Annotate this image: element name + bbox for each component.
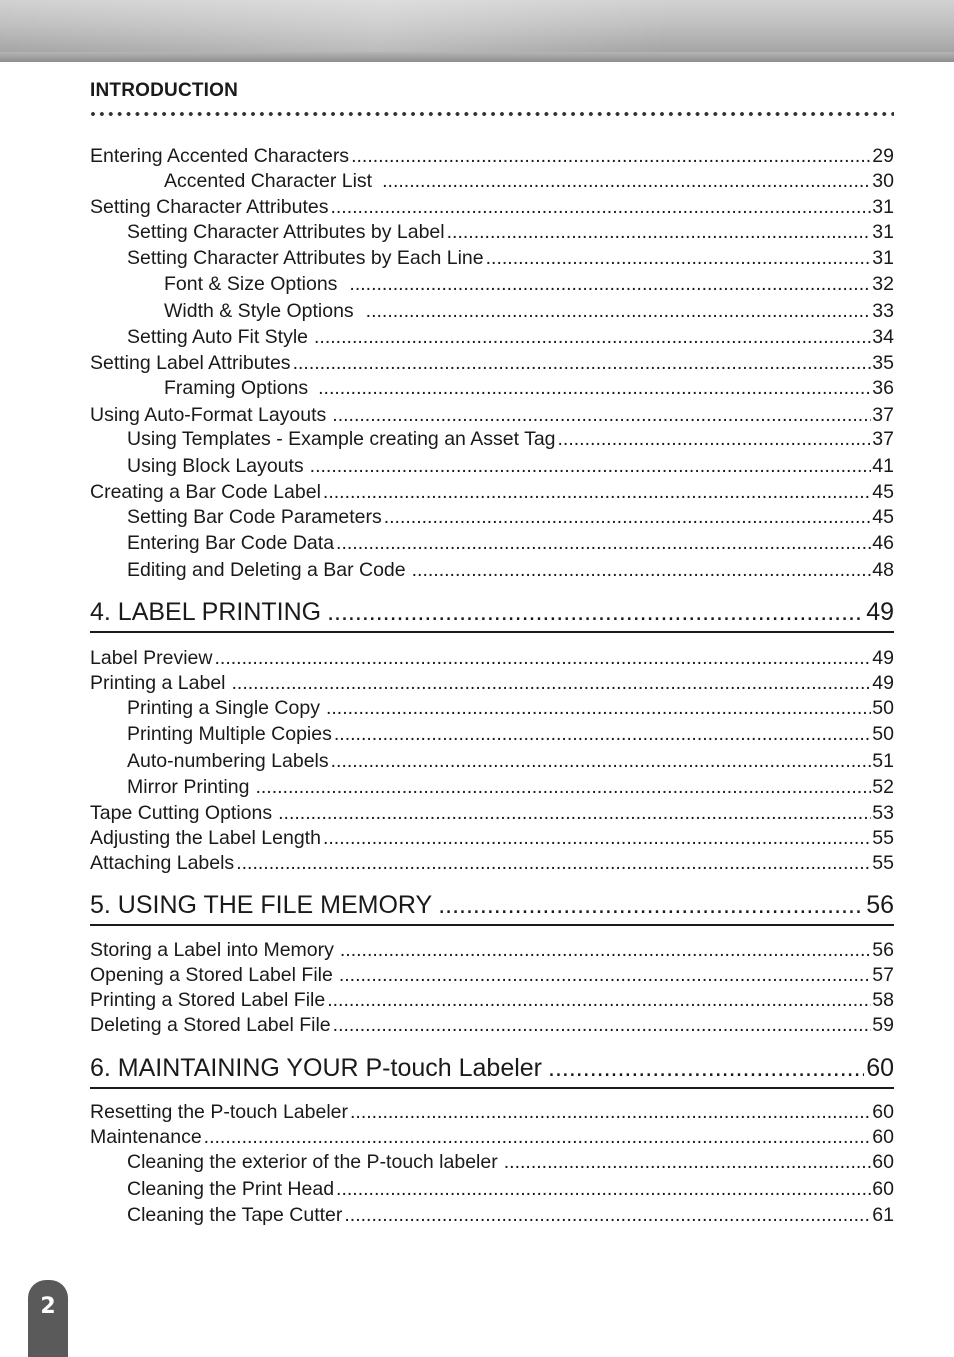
toc-entry[interactable] [90,531,894,555]
toc-entry-page: 61 [872,1204,894,1226]
dot-leader [412,558,872,582]
dot-leader [327,988,871,1012]
toc-entry-page: 53 [872,802,894,824]
toc-entry-label: Printing a Stored Label File [90,989,326,1011]
toc-entry[interactable] [90,454,894,478]
chapter-heading-label: 5. USING THE FILE MEMORY [90,891,433,919]
dot-leader [333,1013,872,1037]
dot-leader [278,801,871,825]
dot-leader [486,246,872,270]
toc-entry-label: Setting Character Attributes by Each Line [127,247,484,269]
toc-entry-label: Label Preview [90,647,213,669]
dot-leader [331,749,872,773]
dot-leader [326,696,871,720]
toc-entry-label: Creating a Bar Code Label [90,481,321,503]
toc-entry-page: 49 [872,672,894,694]
toc-entry-page: 32 [872,273,894,295]
toc-entry[interactable] [90,963,894,987]
dot-leader [255,775,871,799]
dot-leader [214,646,871,670]
toc-entry[interactable] [90,144,894,168]
toc-entry-label: Storing a Label into Memory [90,939,334,961]
toc-entry[interactable] [90,801,894,825]
toc-entry-page: 59 [872,1014,894,1036]
toc-entry[interactable] [90,1013,894,1037]
dot-leader [438,890,864,920]
toc-entry-page: 46 [872,532,894,554]
toc-entry-label: Printing Multiple Copies [127,723,332,745]
toc-entry-label: Width & Style Options [164,300,354,322]
toc-entry-page: 33 [872,300,894,322]
toc-entry-label: Using Block Layouts [127,455,304,477]
toc-entry-page: 31 [872,221,894,243]
chapter-heading[interactable] [90,1053,894,1089]
toc-entry-label: Setting Auto Fit Style [127,326,309,348]
header-band [0,0,954,62]
toc-entry-page: 57 [872,964,894,986]
dot-leader [336,531,871,555]
toc-entry[interactable] [90,1125,894,1149]
dot-leader [323,826,871,850]
toc-entry-label: Setting Character Attributes [90,196,329,218]
toc-entry[interactable] [90,325,894,349]
toc-entry-page: 60 [872,1101,894,1123]
toc-entry-label: Cleaning the Print Head [127,1178,335,1200]
toc-entry[interactable] [90,246,894,270]
toc-entry-label: Font & Size Options [164,273,338,295]
toc-entry[interactable] [90,851,894,875]
chapter-heading-page: 56 [866,891,894,919]
toc-entry-page: 45 [872,481,894,503]
chapter-heading-page: 60 [866,1054,894,1082]
toc-entry-label: Using Auto-Format Layouts [90,404,327,426]
toc-entry[interactable] [90,722,894,746]
toc-entry-label: Setting Bar Code Parameters [127,506,382,528]
chapter-heading[interactable] [90,597,894,633]
toc-entry-page: 31 [872,247,894,269]
toc-entry-page: 29 [872,145,894,167]
dot-leader [314,325,871,349]
toc-entry-label: Tape Cutting Options [90,802,273,824]
toc-entry-label: Setting Character Attributes by Label [127,221,445,243]
toc-entry-page: 34 [872,326,894,348]
toc-entry-page: 55 [872,852,894,874]
dot-leader [349,272,871,296]
toc-entry[interactable] [90,988,894,1012]
toc-entry-page: 60 [872,1126,894,1148]
toc-entry-page: 56 [872,939,894,961]
dot-leader [384,505,872,529]
toc-entry-label: Accented Character List [164,170,373,192]
toc-entry-label: Using Templates - Example creating an Asset Tag [127,428,556,450]
toc-entry-label: Printing a Label [90,672,226,694]
toc-entry-page: 48 [872,559,894,581]
chapter-heading[interactable] [90,890,894,926]
toc-entry-page: 52 [872,776,894,798]
toc-entry[interactable] [90,403,894,427]
dot-leader [332,403,871,427]
toc-entry[interactable] [90,558,894,582]
toc-entry[interactable] [90,749,894,773]
dot-leader [382,169,871,193]
toc-entry-label: Printing a Single Copy [127,697,320,719]
dot-leader [334,722,871,746]
header-rim [0,52,954,62]
toc-entry-label: Adjusting the Label Length [90,827,321,849]
toc-entry-label: Opening a Stored Label File [90,964,333,986]
dot-leader [504,1150,872,1174]
toc-entry[interactable] [90,220,894,244]
toc-entry-label: Setting Label Attributes [90,352,291,374]
toc-entry[interactable] [90,826,894,850]
toc-entry[interactable] [90,427,894,451]
dot-leader [330,195,871,219]
toc-entry-page: 36 [872,377,894,399]
toc-entry-page: 49 [872,647,894,669]
toc-entry[interactable] [90,1203,894,1227]
toc-entry[interactable] [90,775,894,799]
chapter-heading-label: 4. LABEL PRINTING [90,598,322,626]
dot-leader [327,597,864,627]
toc-entry[interactable] [90,1177,894,1201]
dot-leader [204,1125,872,1149]
dot-leader [350,1100,871,1124]
toc-entry[interactable] [90,299,894,323]
page-number: 2 [40,1294,56,1319]
toc-entry-label: Framing Options [164,377,309,399]
toc-entry-page: 30 [872,170,894,192]
dot-leader [351,144,871,168]
toc-entry-label: Resetting the P-touch Labeler [90,1101,348,1123]
toc-entry-page: 45 [872,506,894,528]
toc-entry-page: 60 [872,1151,894,1173]
dot-leader [310,454,872,478]
dot-leader [558,427,872,451]
toc-entry-label: Deleting a Stored Label File [90,1014,331,1036]
toc-entry[interactable] [90,480,894,504]
dot-leader [323,480,871,504]
dot-leader [339,963,871,987]
toc-entry[interactable] [90,195,894,219]
toc-entry-page: 58 [872,989,894,1011]
toc-entry-label: Entering Accented Characters [90,145,350,167]
toc-entry-page: 50 [872,697,894,719]
toc-entry[interactable] [90,505,894,529]
dot-leader [548,1053,864,1083]
toc-entry-page: 41 [872,455,894,477]
toc-entry[interactable] [90,169,894,193]
toc-entry[interactable] [90,376,894,400]
toc-entry[interactable] [90,671,894,695]
toc-entry[interactable] [90,938,894,962]
toc-entry-label: Entering Bar Code Data [127,532,335,554]
toc-entry-page: 50 [872,723,894,745]
toc-entry-page: 35 [872,352,894,374]
chapter-heading-page: 49 [866,598,894,626]
toc-entry-label: Cleaning the exterior of the P-touch labeler [127,1151,498,1173]
dot-leader [366,299,872,323]
toc-entry-page: 60 [872,1178,894,1200]
toc-entry-page: 37 [872,428,894,450]
toc-entry[interactable] [90,351,894,375]
section-title: INTRODUCTION [90,80,239,101]
dot-leader [232,671,872,695]
dot-leader [447,220,872,244]
toc-entry-page: 31 [872,196,894,218]
toc-entry[interactable] [90,646,894,670]
dot-leader [336,1177,871,1201]
dot-leader [293,351,872,375]
toc-entry-label: Attaching Labels [90,852,235,874]
dotted-divider [90,111,894,117]
toc-entry-label: Mirror Printing [127,776,250,798]
toc-entry[interactable] [90,1150,894,1174]
toc-entry-label: Auto-numbering Labels [127,750,329,772]
dot-leader [236,851,871,875]
toc-entry-label: Editing and Deleting a Bar Code [127,559,406,581]
toc-entry[interactable] [90,272,894,296]
toc-entry-page: 55 [872,827,894,849]
chapter-heading-label: 6. MAINTAINING YOUR P-touch Labeler [90,1054,543,1082]
toc-entry-label: Cleaning the Tape Cutter [127,1204,343,1226]
toc-entry[interactable] [90,1100,894,1124]
dot-leader [318,376,871,400]
toc-entry-page: 51 [872,750,894,772]
toc-entry-label: Maintenance [90,1126,202,1148]
toc-entry-page: 37 [872,404,894,426]
toc-entry[interactable] [90,696,894,720]
dot-leader [340,938,871,962]
dot-leader [344,1203,871,1227]
